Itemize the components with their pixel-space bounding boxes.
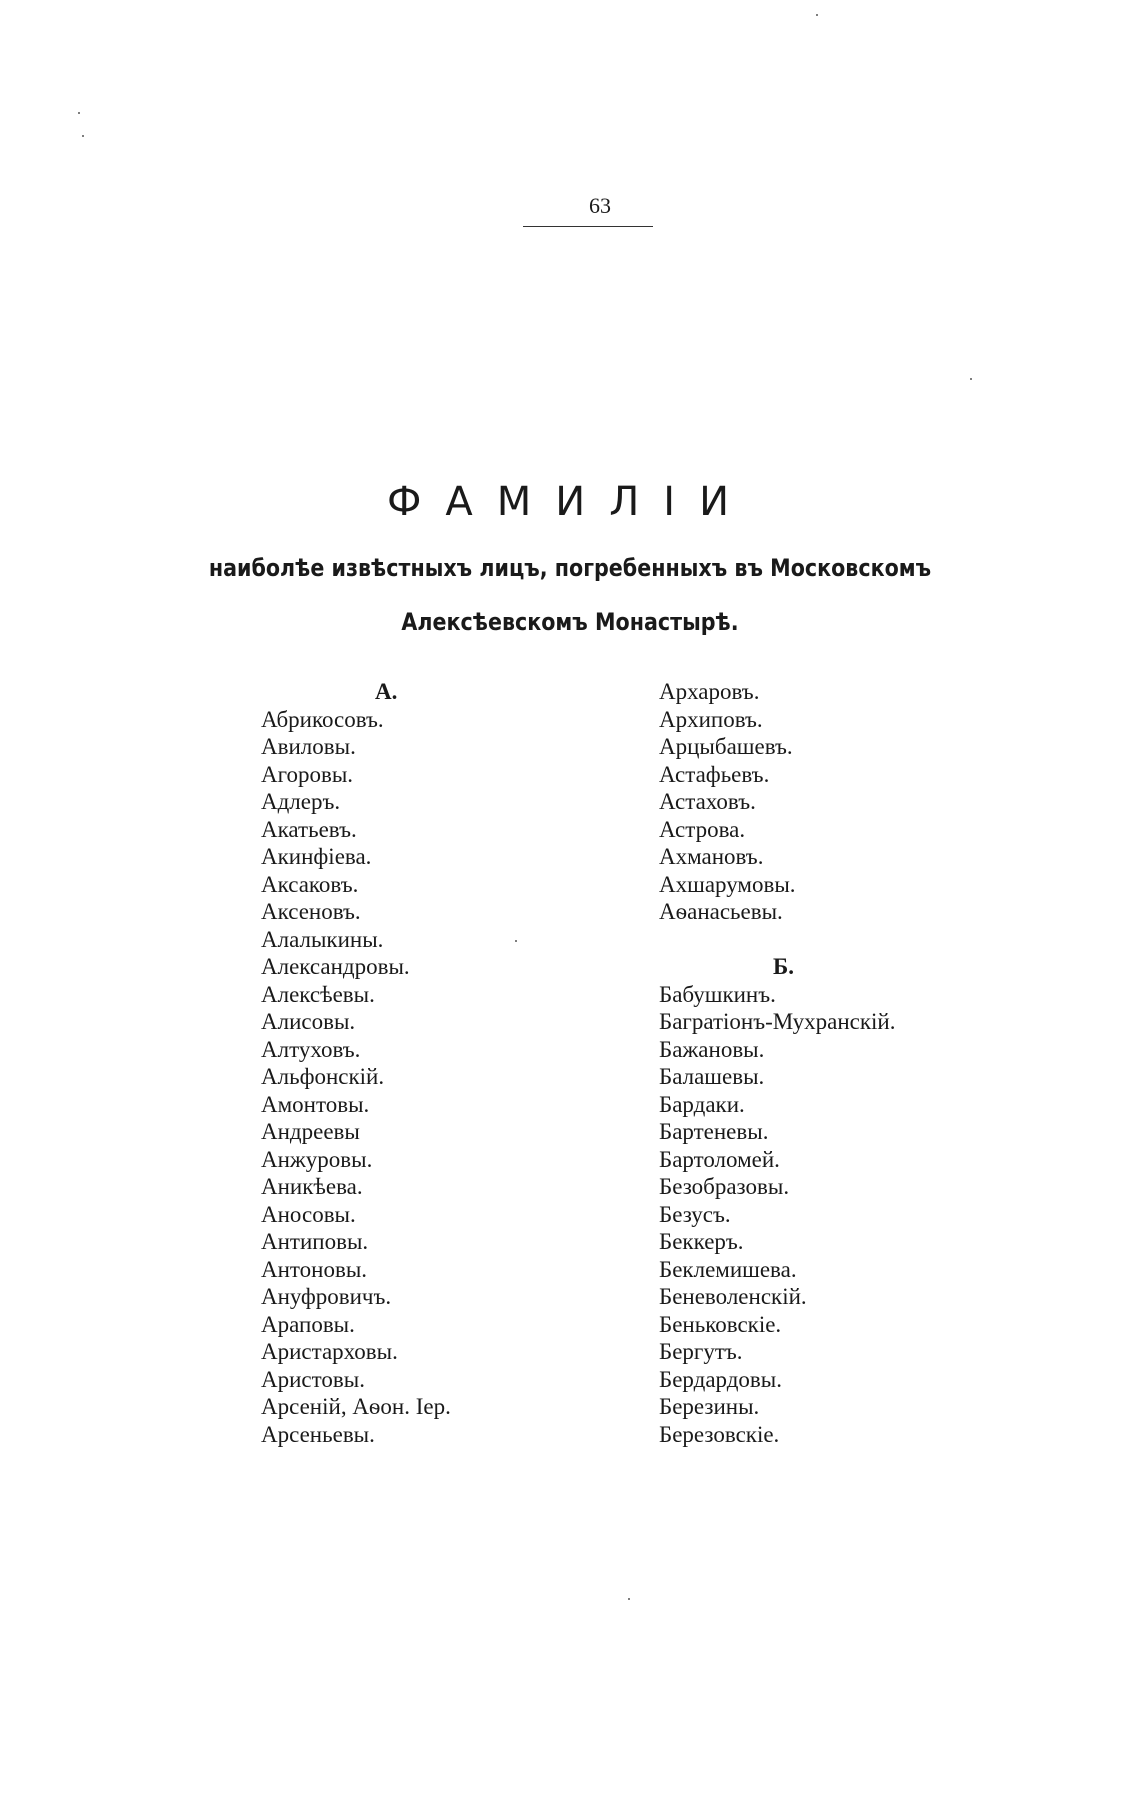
- list-item: Багратіонъ-Мухранскій.: [659, 1009, 896, 1034]
- list-item: Антиповы.: [261, 1229, 369, 1254]
- list-item: Аникѣева.: [261, 1174, 363, 1199]
- list-item: Бартеневы.: [659, 1119, 769, 1144]
- list-item: Березины.: [659, 1394, 760, 1419]
- list-item: Алтуховъ.: [261, 1036, 361, 1062]
- list-item: Аносовы.: [261, 1201, 356, 1227]
- list-item: Акинфіева.: [261, 844, 372, 869]
- list-item: Бабушкинъ.: [659, 981, 776, 1007]
- list-item: Астаховъ.: [659, 789, 756, 814]
- surname-column-left: [261, 678, 561, 1448]
- list-item: Беклемишева.: [659, 1256, 797, 1282]
- list-item: Адлеръ.: [261, 789, 341, 814]
- list-item: Балашевы.: [659, 1064, 765, 1089]
- list-item: Ануфровичъ.: [261, 1284, 392, 1309]
- list-item: Арсеньевы.: [261, 1421, 375, 1447]
- list-item: Акатьевъ.: [261, 816, 357, 842]
- list-item: Беккеръ.: [659, 1229, 744, 1254]
- list-item: Бардаки.: [659, 1091, 745, 1117]
- section-letter-b: Б.: [773, 954, 794, 979]
- list-item: Альфонскій.: [261, 1064, 385, 1089]
- list-item: Арцыбашевъ.: [659, 734, 793, 759]
- list-item: Аѳанасьевы.: [659, 899, 783, 924]
- page-number: 63: [589, 193, 611, 218]
- list-item: Архаровъ.: [659, 679, 760, 704]
- list-item: Абрикосовъ.: [261, 706, 384, 732]
- list-item: Березовскіе.: [659, 1421, 780, 1447]
- list-item: Ахмановъ.: [659, 844, 764, 869]
- scan-speck: [78, 112, 80, 114]
- scan-speck: [816, 14, 818, 16]
- list-item: Амонтовы.: [261, 1091, 370, 1117]
- scan-speck: [82, 135, 84, 137]
- list-item: Авиловы.: [261, 734, 356, 759]
- list-item: Аристовы.: [261, 1366, 365, 1392]
- scan-speck: [970, 378, 972, 380]
- list-item: Алисовы.: [261, 1009, 356, 1034]
- list-item: Беневоленскій.: [659, 1284, 807, 1309]
- subtitle-line-1: наиболѣе извѣстныхъ лицъ, погребенныхъ въ Московскомъ: [208, 554, 932, 582]
- list-item: Арсеній, Аѳон. Іер.: [261, 1394, 451, 1419]
- surname-column-right: [659, 678, 1019, 1448]
- list-item: Бартоломей.: [659, 1146, 780, 1172]
- list-item: Аристарховы.: [261, 1339, 398, 1364]
- list-item: Бажановы.: [659, 1036, 765, 1062]
- section-letter-a: А.: [375, 679, 398, 704]
- page-number-rule: [523, 226, 653, 227]
- list-item: Аксеновъ.: [261, 899, 361, 924]
- list-item: Алалыкины.: [261, 926, 384, 952]
- list-item: Аксаковъ.: [261, 871, 359, 897]
- list-item: Беньковскіе.: [659, 1311, 782, 1337]
- list-item: Безусъ.: [659, 1201, 731, 1227]
- list-item: Араповы.: [261, 1311, 355, 1337]
- list-item: Ахшарумовы.: [659, 871, 796, 897]
- list-item: Безобразовы.: [659, 1174, 790, 1199]
- subtitle-line-2: Алексѣевскомъ Монастырѣ.: [401, 608, 739, 636]
- page-title: ФАМИЛІИ: [386, 479, 754, 525]
- list-item: Анжуровы.: [261, 1146, 373, 1172]
- list-item: Алексѣевы.: [261, 981, 375, 1007]
- list-item: Бердардовы.: [659, 1366, 782, 1392]
- list-item: Архиповъ.: [659, 706, 763, 732]
- list-item: Андреевы: [261, 1119, 360, 1144]
- section-gap: [659, 926, 1019, 954]
- list-item: Агоровы.: [261, 761, 354, 787]
- list-item: Бергутъ.: [659, 1339, 743, 1364]
- scan-speck: [628, 1598, 630, 1600]
- list-item: Антоновы.: [261, 1256, 368, 1282]
- scan-speck: [515, 940, 517, 942]
- list-item: Александровы.: [261, 954, 410, 979]
- list-item: Астафьевъ.: [659, 761, 770, 787]
- list-item: Астрова.: [659, 816, 746, 842]
